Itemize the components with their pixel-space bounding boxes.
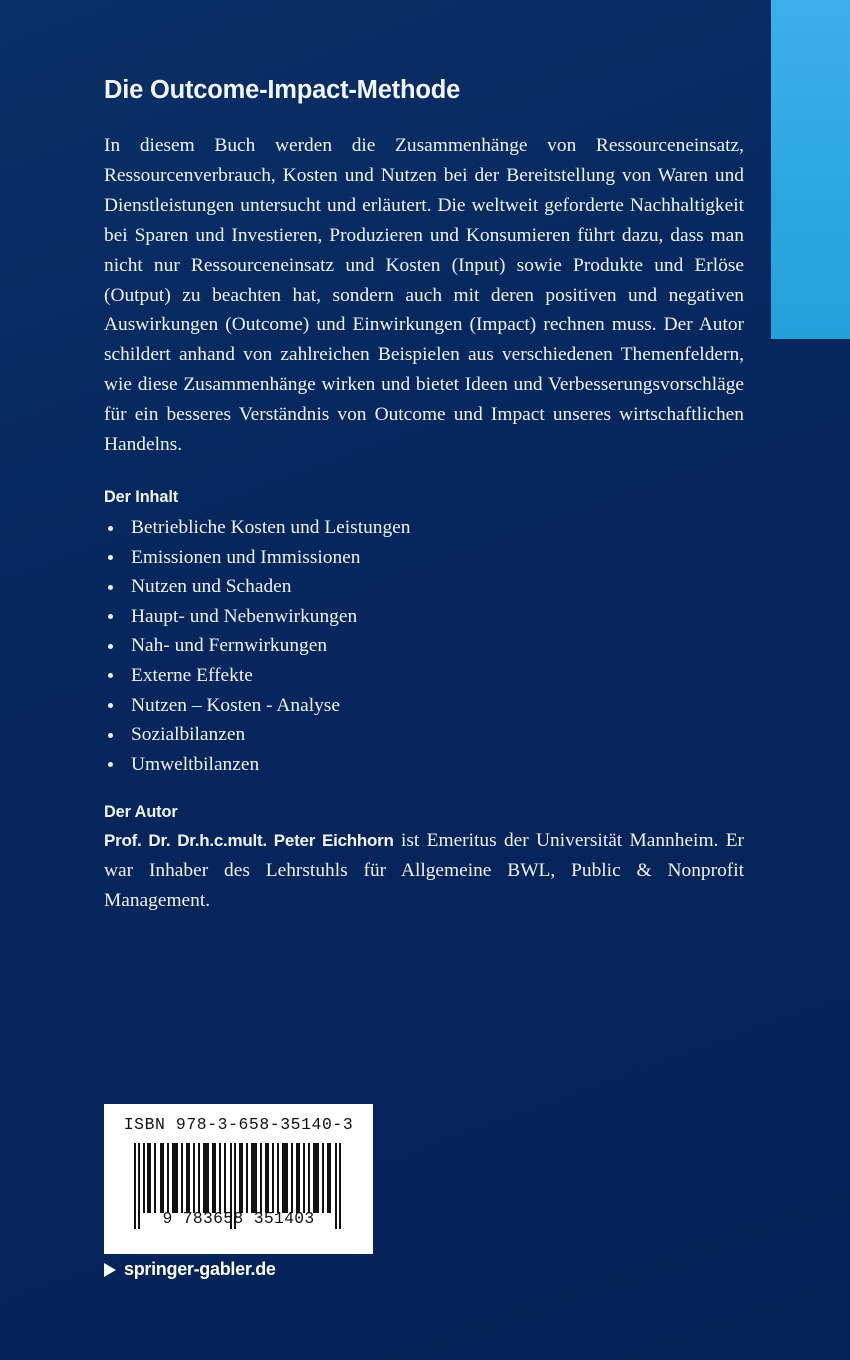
list-item xyxy=(104,543,744,573)
bullet-icon xyxy=(108,585,113,590)
play-triangle-icon xyxy=(104,1263,116,1277)
list-item xyxy=(104,691,744,721)
list-item-label: Betriebliche Kosten und Leistungen xyxy=(131,517,411,539)
list-item xyxy=(104,513,744,543)
bullet-icon xyxy=(108,733,113,738)
list-item xyxy=(104,572,744,602)
bullet-icon xyxy=(108,673,113,678)
content-column xyxy=(104,0,744,916)
list-item-label: Nutzen – Kosten - Analyse xyxy=(131,694,340,716)
list-item xyxy=(104,720,744,750)
isbn-text: ISBN 978-3-658-35140-3 xyxy=(123,1115,354,1134)
isbn-barcode-panel xyxy=(104,1104,373,1254)
list-item-label: Externe Effekte xyxy=(131,664,253,686)
list-item-label: Emissionen und Immissionen xyxy=(131,546,361,568)
list-item xyxy=(104,750,744,780)
page-title: Die Outcome-Impact-Methode xyxy=(104,76,461,104)
list-item-label: Nah- und Fernwirkungen xyxy=(131,635,328,657)
bullet-icon xyxy=(108,614,113,619)
bullet-icon xyxy=(108,703,113,708)
bullet-icon xyxy=(108,644,113,649)
blurb-paragraph: In diesem Buch werden die Zusammenhänge von Ressourceneinsatz, Ressourcenverbrauch, Kosten und Nutzen bei der Bereitstellung von Waren und Dienstleistungen untersucht und erläutert. Die weltweit geforderte Nachhaltigkeit bei Sparen und Investieren, Produzieren und Konsumieren führt dazu, dass man nicht nur Ressourceneinsatz und Kosten (Input) sowie Produkte und Erlöse (Output) zu beachten hat, sondern auch mit deren positiven und negativen Auswirkungen (Outcome) und Einwirkungen (Impact) rechnen muss. Der Autor schildert anhand von zahlreichen Beispielen aus verschiedenen Themenfeldern, wie diese Zusammenhänge wirken und bietet Ideen und Verbesserungsvorschläge für ein besseres Verständnis von Outcome und Impact unseres wirtschaftlichen Handelns. xyxy=(104,135,744,456)
contents-list xyxy=(104,507,744,779)
bullet-icon xyxy=(108,555,113,560)
bullet-icon xyxy=(108,526,113,531)
list-item-label: Sozialbilanzen xyxy=(131,724,246,746)
list-item-label: Nutzen und Schaden xyxy=(131,576,292,598)
list-item xyxy=(104,661,744,691)
author-heading: Der Autor xyxy=(104,803,178,822)
list-item-label: Haupt- und Nebenwirkungen xyxy=(131,605,358,627)
author-bio xyxy=(104,822,744,916)
list-item-label: Umweltbilanzen xyxy=(131,753,260,775)
list-item xyxy=(104,602,744,632)
list-item xyxy=(104,631,744,661)
contents-heading: Der Inhalt xyxy=(104,488,179,507)
bullet-icon xyxy=(108,762,113,767)
imprint-label: springer-gabler.de xyxy=(124,1259,276,1279)
author-bio-text: ist Emeritus der Universität Mannheim. Er war Inhaber des Lehrstuhls für Allgemeine BWL, Public & Nonprofit Management. xyxy=(104,830,744,912)
author-name: Prof. Dr. Dr.h.c.mult. Peter Eichhorn xyxy=(104,831,394,851)
barcode-digits: 9 783658 351403 xyxy=(162,1209,315,1228)
imprint-logo[interactable] xyxy=(104,1259,276,1280)
accent-bar-cyan xyxy=(771,0,850,339)
